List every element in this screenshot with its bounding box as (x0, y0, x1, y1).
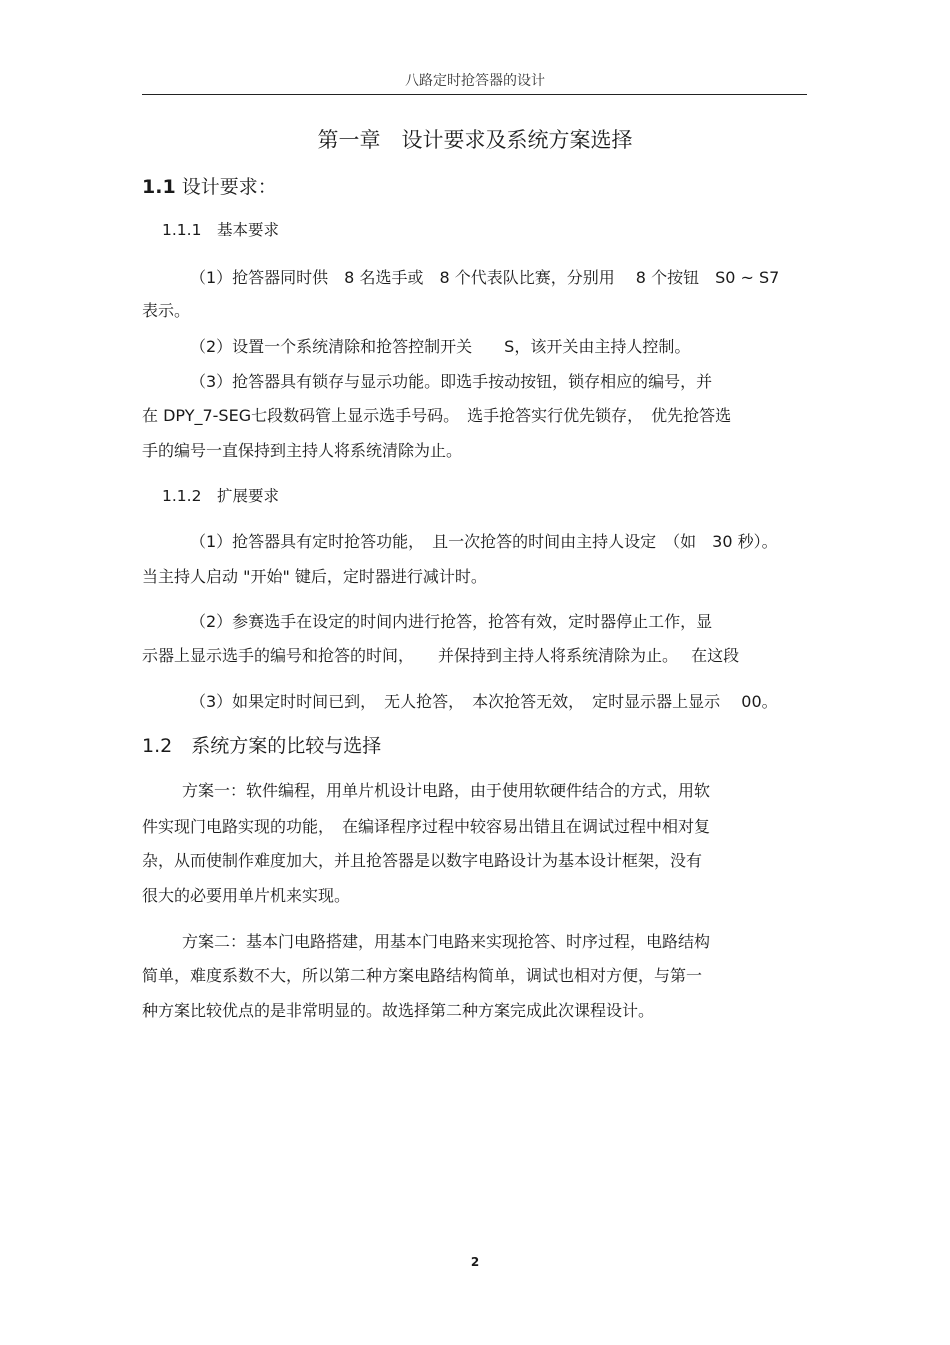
paragraph-line: 杂，从而使制作难度加大，并且抢答器是以数字电路设计为基本设计框架，没有 (142, 851, 703, 870)
paragraph-line: 种方案比较优点的是非常明显的。故选择第二种方案完成此次课程设计。 (142, 1001, 655, 1020)
chapter-title: 第一章 设计要求及系统方案选择 (317, 128, 633, 152)
paragraph-line: 示器上显示选手的编号和抢答的时间， 并保持到主持人将系统清除为止。 在这段 (142, 646, 740, 665)
subsection-1-1-2-heading: 1.1.2 扩展要求 (162, 487, 279, 505)
paragraph-line: （1）抢答器同时供 8 名选手或 8 个代表队比赛，分别用 8 个按钮 S0 ~ S7 (190, 268, 780, 287)
paragraph-line: 当主持人启动 "开始" 键后，定时器进行减计时。 (142, 567, 487, 586)
section-1-1-heading (142, 172, 277, 199)
paragraph-line: （3）如果定时时间已到， 无人抢答， 本次抢答无效， 定时显示器上显示 00。 (190, 692, 778, 711)
paragraph-line: （2）设置一个系统清除和抢答控制开关 S，该开关由主持人控制。 (190, 337, 691, 356)
paragraph-line: 手的编号一直保持到主持人将系统清除为止。 (142, 441, 463, 460)
section-number: 1.1 (142, 176, 176, 198)
paragraph-line: （3）抢答器具有锁存与显示功能。即选手按动按钮，锁存相应的编号，并 (190, 372, 713, 391)
section-1-2-heading: 1.2 系统方案的比较与选择 (142, 735, 382, 757)
paragraph-line: 很大的必要用单片机来实现。 (142, 886, 351, 905)
paragraph-line: 件实现门电路实现的功能， 在编译程序过程中较容易出错且在调试过程中相对复 (142, 817, 711, 836)
page-number: 2 (470, 1255, 480, 1269)
paragraph-line: 方案一：软件编程，用单片机设计电路，由于使用软硬件结合的方式，用软 (182, 781, 711, 800)
section-title: 设计要求： (175, 176, 277, 198)
subsection-1-1-1-heading: 1.1.1 基本要求 (162, 221, 279, 239)
paragraph-line: 表示。 (142, 301, 191, 320)
paragraph-line: 方案二：基本门电路搭建，用基本门电路来实现抢答、时序过程，电路结构 (182, 932, 711, 951)
paragraph-line: 简单，难度系数不大，所以第二种方案电路结构简单，调试也相对方便，与第一 (142, 966, 703, 985)
paragraph-line: （1）抢答器具有定时抢答功能， 且一次抢答的时间由主持人设定 （如 30 秒）。 (190, 532, 778, 551)
paragraph-line: （2）参赛选手在设定的时间内进行抢答，抢答有效，定时器停止工作，显 (190, 612, 713, 631)
header-rule (142, 94, 807, 95)
paragraph-line: 在 DPY_7-SEG七段数码管上显示选手号码。 选手抢答实行优先锁存， 优先抢答选 (142, 406, 732, 425)
running-header: 八路定时抢答器的设计 (405, 73, 545, 89)
